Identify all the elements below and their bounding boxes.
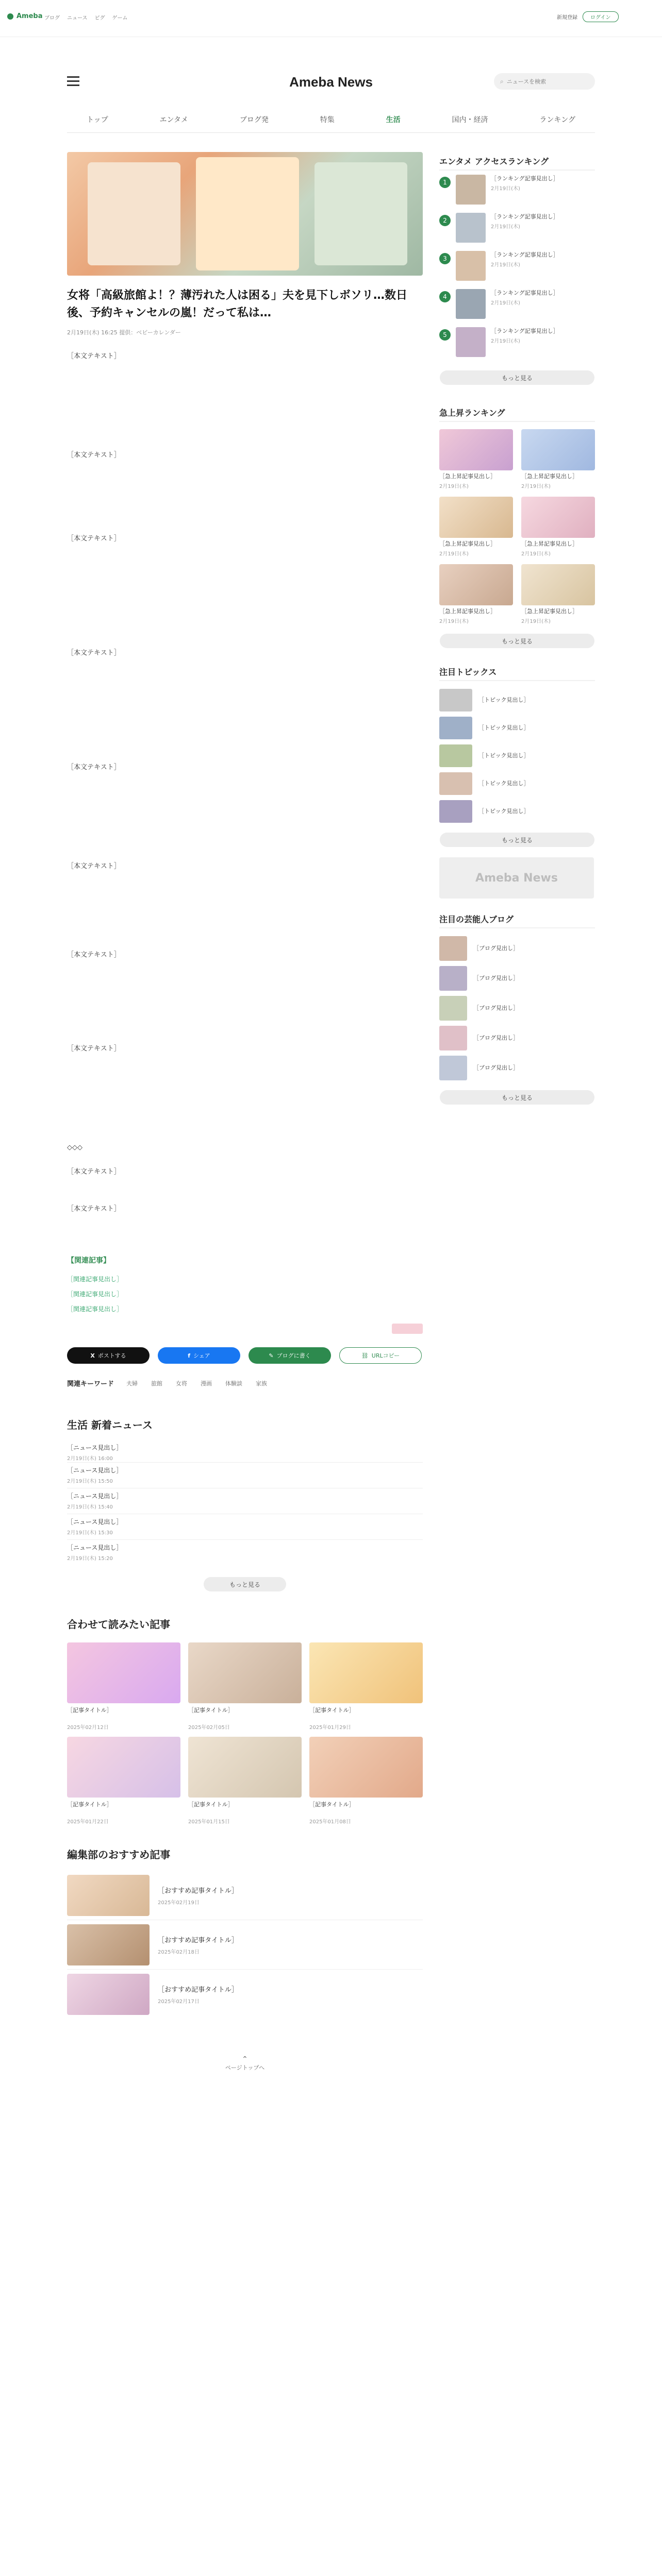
blog-item[interactable]: ［ブログ見出し］	[439, 1053, 595, 1083]
article-body	[67, 350, 423, 1244]
rising-item[interactable]: ［急上昇記事見出し］ 2月19日(木)	[521, 564, 595, 624]
topics-more-button[interactable]: もっと見る	[440, 833, 594, 847]
post-x-button[interactable]: X ポストする	[67, 1347, 150, 1364]
life-news-title: 生活 新着ニュース	[67, 1419, 153, 1431]
copy-url-button[interactable]: ⛓ URLコピー	[339, 1347, 422, 1364]
write-blog-button[interactable]: ✎ ブログに書く	[249, 1347, 331, 1364]
card-thumbnail	[309, 1737, 423, 1798]
register-link[interactable]: 新規登録	[557, 15, 577, 21]
editor-item[interactable]: ［おすすめ記事タイトル］ 2025年02月17日	[67, 1970, 423, 2019]
blog-item[interactable]: ［ブログ見出し］	[439, 1023, 595, 1053]
ranking-item[interactable]: 5 ［ランキング記事見出し］ 2月19日(木)	[439, 327, 595, 361]
ameba-logo[interactable]: Ameba	[7, 12, 43, 20]
topbar-account	[557, 11, 619, 22]
editor-thumbnail	[67, 1875, 150, 1916]
ranking-more-button[interactable]: もっと見る	[440, 370, 594, 385]
rising-more-button[interactable]: もっと見る	[440, 634, 594, 648]
related-link[interactable]: ［関連記事見出し］	[67, 1291, 123, 1298]
topics-list	[439, 686, 595, 825]
keyword-tag[interactable]: 女将	[176, 1380, 188, 1387]
sidebar	[439, 152, 595, 1105]
article-card[interactable]: ［記事タイトル］ 2025年01月29日	[309, 1642, 423, 1731]
topbar-links	[44, 13, 128, 21]
blog-list	[439, 934, 595, 1083]
provider-badge	[67, 1324, 423, 1334]
related-list	[67, 1275, 423, 1313]
editor-thumbnail	[67, 1974, 150, 2015]
life-news-list	[67, 1441, 423, 1566]
rising-item[interactable]: ［急上昇記事見出し］ 2月19日(木)	[439, 497, 513, 557]
topbar-link[interactable]: ブログ	[44, 15, 60, 21]
article-paragraph: ［本文テキスト］	[67, 951, 121, 959]
life-news-section	[67, 1417, 423, 1591]
article-separator: ◇◇◇	[67, 1144, 82, 1151]
keyword-tag[interactable]: 体験談	[225, 1380, 243, 1387]
blog-more-button[interactable]: もっと見る	[440, 1090, 594, 1105]
nav-tab-domestic[interactable]: 国内・経済	[452, 115, 488, 124]
related-title: 【関連記事】	[67, 1257, 110, 1265]
editors-title: 編集部のおすすめ記事	[67, 1849, 171, 1861]
login-button[interactable]: ログイン	[583, 11, 619, 22]
keyword-tag[interactable]: 漫画	[201, 1380, 212, 1387]
article-paragraph: ［本文テキスト］	[67, 649, 121, 657]
article-card[interactable]: ［記事タイトル］ 2025年01月08日	[309, 1737, 423, 1825]
facebook-icon: f	[188, 1352, 190, 1359]
card-thumbnail	[67, 1642, 180, 1703]
news-item[interactable]: ［ニュース見出し］ 2月19日(木) 16:00	[67, 1441, 423, 1463]
editor-thumbnail	[67, 1924, 150, 1965]
pencil-icon: ✎	[269, 1352, 274, 1359]
ranking-item[interactable]: 2 ［ランキング記事見出し］ 2月19日(木)	[439, 213, 595, 247]
nav-tab-ranking[interactable]: ランキング	[539, 115, 575, 124]
keyword-tag[interactable]: 夫婦	[126, 1380, 138, 1387]
life-news-more-button[interactable]: もっと見る	[204, 1577, 286, 1591]
card-thumbnail	[67, 1737, 180, 1798]
keyword-row	[67, 1378, 423, 1388]
article-note: ［本文テキスト］	[67, 1205, 121, 1213]
topbar-link[interactable]: ニュース	[67, 15, 88, 21]
card-thumbnail	[188, 1642, 302, 1703]
news-item[interactable]: ［ニュース見出し］ 2月19日(木) 15:50	[67, 1463, 423, 1488]
rising-grid	[439, 429, 595, 624]
article-hero-image	[67, 152, 423, 276]
nav-tab-life[interactable]: 生活	[386, 115, 401, 124]
editors-list	[67, 1871, 423, 2019]
x-icon: X	[90, 1352, 95, 1359]
topic-item[interactable]: ［トピック見出し］	[439, 770, 595, 798]
editor-item[interactable]: ［おすすめ記事タイトル］ 2025年02月18日	[67, 1920, 423, 1970]
article-card[interactable]: ［記事タイトル］ 2025年02月12日	[67, 1642, 180, 1731]
together-title: 合わせて読みたい記事	[67, 1618, 170, 1631]
rising-item[interactable]: ［急上昇記事見出し］ 2月19日(木)	[439, 429, 513, 489]
article-card[interactable]: ［記事タイトル］ 2025年02月05日	[188, 1642, 302, 1731]
card-thumbnail	[309, 1642, 423, 1703]
nav-tab-feature[interactable]: 特集	[320, 115, 335, 124]
keyword-tag[interactable]: 家族	[256, 1380, 268, 1387]
news-item[interactable]: ［ニュース見出し］ 2月19日(木) 15:30	[67, 1514, 423, 1540]
link-icon: ⛓	[361, 1352, 369, 1359]
nav-tab-entertainment[interactable]: エンタメ	[159, 115, 188, 124]
search-icon: ⌕	[500, 77, 504, 85]
together-section	[67, 1616, 423, 1825]
topic-item[interactable]: ［トピック見出し］	[439, 798, 595, 825]
blog-title: 注目の芸能人ブログ	[439, 910, 595, 928]
category-nav	[67, 106, 595, 133]
ameba-logo-icon	[7, 13, 13, 20]
blog-item[interactable]: ［ブログ見出し］	[439, 963, 595, 993]
article-paragraph: ［本文テキスト］	[67, 1045, 121, 1053]
ranking-item[interactable]: 3 ［ランキング記事見出し］ 2月19日(木)	[439, 251, 595, 285]
editors-section	[67, 1846, 423, 2019]
news-item[interactable]: ［ニュース見出し］ 2月19日(木) 15:20	[67, 1544, 123, 1562]
ranking-title: エンタメ アクセスランキング	[439, 152, 595, 171]
main-column	[67, 152, 423, 2072]
rising-title: 急上昇ランキング	[439, 403, 595, 422]
related-link[interactable]: ［関連記事見出し］	[67, 1276, 123, 1283]
article-title: 女将「高級旅館よ！？薄汚れた人は困る」夫を見下しボソリ…数日後、予約キャンセルの嵐！だって私は…	[67, 289, 408, 319]
search-input[interactable]	[507, 78, 584, 85]
topic-item[interactable]: ［トピック見出し］	[439, 742, 595, 770]
topic-item[interactable]: ［トピック見出し］	[439, 714, 595, 742]
article-paragraph: ［本文テキスト］	[67, 352, 121, 360]
article-paragraph: ［本文テキスト］	[67, 1168, 121, 1176]
ranking-item[interactable]: 1 ［ランキング記事見出し］ 2月19日(木)	[439, 175, 595, 209]
rising-item[interactable]: ［急上昇記事見出し］ 2月19日(木)	[521, 429, 595, 489]
rising-item[interactable]: ［急上昇記事見出し］ 2月19日(木)	[521, 497, 595, 557]
chevron-up-icon: ⌃	[242, 2055, 248, 2063]
share-bar	[67, 1347, 423, 1364]
rising-item[interactable]: ［急上昇記事見出し］ 2月19日(木)	[439, 564, 513, 624]
article-paragraph: ［本文テキスト］	[67, 862, 121, 870]
article-paragraph: ［本文テキスト］	[67, 451, 121, 459]
nav-tab-blog[interactable]: ブログ発	[239, 115, 269, 124]
search-box[interactable]	[494, 73, 595, 90]
ranking-item[interactable]: 4 ［ランキング記事見出し］ 2月19日(木)	[439, 289, 595, 323]
article-card[interactable]: ［記事タイトル］ 2025年01月22日	[67, 1737, 180, 1825]
topbar-link[interactable]: ゲーム	[112, 15, 128, 21]
news-item[interactable]: ［ニュース見出し］ 2月19日(木) 15:40	[67, 1488, 423, 1514]
card-thumbnail	[188, 1737, 302, 1798]
blog-item[interactable]: ［ブログ見出し］	[439, 934, 595, 963]
together-grid	[67, 1642, 423, 1825]
topic-item[interactable]: ［トピック見出し］	[439, 686, 595, 714]
keywords-label: 関連キーワード	[67, 1380, 114, 1388]
topics-title: 注目トピックス	[439, 663, 595, 681]
article-paragraph: ［本文テキスト］	[67, 764, 121, 771]
editor-item[interactable]: ［おすすめ記事タイトル］ 2025年02月19日	[67, 1871, 423, 1920]
ameba-news-logo[interactable]: Ameba News	[289, 74, 373, 90]
related-link[interactable]: ［関連記事見出し］	[67, 1306, 123, 1313]
blog-item[interactable]: ［ブログ見出し］	[439, 993, 595, 1023]
global-topbar	[0, 0, 662, 37]
facebook-share-button[interactable]: f シェア	[158, 1347, 240, 1364]
article-paragraph: ［本文テキスト］	[67, 535, 121, 543]
article-meta: 2月19日(木) 16:25 提供：ベビーカレンダー	[67, 329, 181, 336]
article-card[interactable]: ［記事タイトル］ 2025年01月15日	[188, 1737, 302, 1825]
ranking-list	[439, 175, 595, 361]
keyword-tag[interactable]: 旅館	[151, 1380, 163, 1387]
topbar-link[interactable]: ピグ	[94, 15, 105, 21]
pagetop-link[interactable]: ⌃ ページトップへ	[67, 2055, 423, 2072]
nav-tab-top[interactable]: トップ	[87, 115, 108, 124]
sidebar-ad[interactable]: Ameba News	[439, 857, 594, 899]
